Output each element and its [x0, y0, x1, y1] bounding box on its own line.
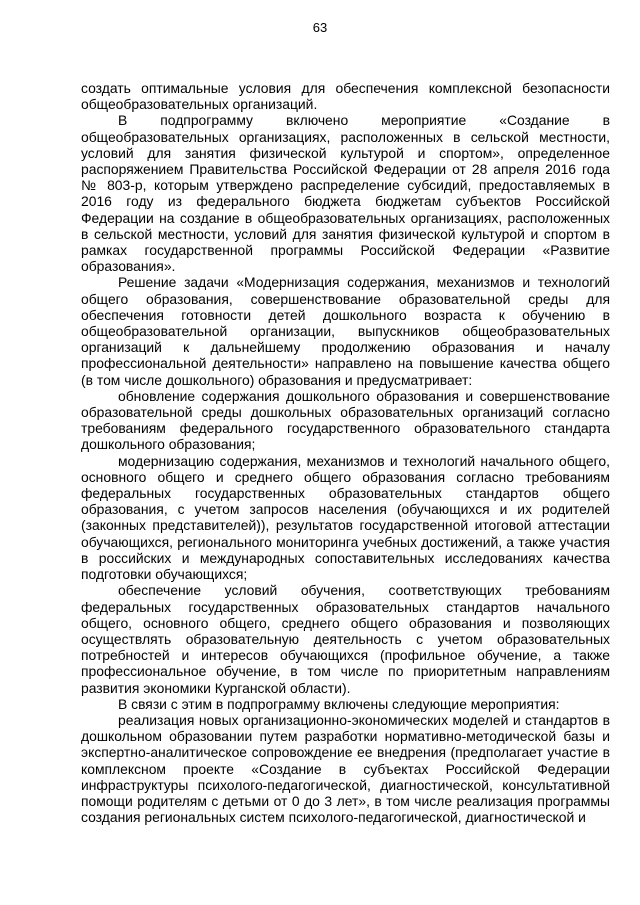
paragraph-measures-intro: В связи с этим в подпрограмму включены следующие мероприятия:	[118, 695, 560, 712]
paragraph-subprogram-measure: В подпрограмму включено мероприятие «Создание в общеобразовательных организациях, расположенных в сельской местности, условий для занятия физической культурой и спортом», определенное распоряжением Правительства Российской Федерации от 28 апреля 2016 года № 803-р, которым утверждено распределение субсидий, предоставляемых в 2016 году из федерального бюджета бюджетам субъектов Российской Федерации на создание в общеобразовательных организациях, расположенных в сельской местности, условий для занятия физической культурой и спортом в рамках государственной программы Российской Федерации «Развитие образования».	[81, 112, 610, 275]
paragraph-preschool-update: обновление содержания дошкольного образования и совершенствование образовательной среды дошкольных образовательных организаций согласно требованиям федерального государственного образовательного стандарта дошкольного образования;	[81, 387, 610, 453]
page-number: 63	[312, 20, 328, 35]
document-body	[81, 80, 610, 825]
paragraph-learning-conditions: обеспечение условий обучения, соответствующих требованиям федеральных государственных образовательных стандартов начального общего, основного общего, среднего общего образования и позволяющих осуществлять образовательную деятельность с учетом образовательных потребностей и интересов обучающихся (профильное обучение, а также профессиональное обучение, в том числе по приоритетным направлениям развития экономики Курганской области).	[81, 582, 610, 696]
paragraph-new-models: реализация новых организационно-экономических моделей и стандартов в дошкольном образовании путем разработки нормативно-методической базы и экспертно-аналитическое сопровождение ее внедрения (предполагает участие в комплексном проекте «Создание в субъектах Российской Федерации инфраструктуры психолого-педагогической, диагностической, консультативной помощи родителям с детьми от 0 до 3 лет», в том числе реализация программы создания региональных систем психолого-педагогической, диагностической и	[81, 711, 610, 826]
paragraph-intro-continuation: создать оптимальные условия для обеспечения комплексной безопасности общеобразовательных организаций.	[81, 80, 610, 113]
paragraph-task-solution: Решение задачи «Модернизация содержания, механизмов и технологий общего образования, совершенствование образовательной среды для обеспечения готовности детей дошкольного возраста к обучению в общеобразовательной организации, выпускников общеобразовательных организаций к дальнейшему продолжению образования и началу профессиональной деятельности» направлено на повышение качества общего (в том числе дошкольного) образования и предусматривает:	[81, 274, 610, 388]
paragraph-modernization: модернизацию содержания, механизмов и технологий начального общего, основного общего и среднего общего образования согласно требованиям федеральных государственных образовательных стандартов общего образования, с учетом запросов населения (обучающихся и их родителей (законных представителей)), результатов государственной итоговой аттестации обучающихся, регионального мониторинга учебных достижений, а также участия в российских и международных сопоставительных исследованиях качества подготовки обучающихся;	[81, 452, 610, 583]
